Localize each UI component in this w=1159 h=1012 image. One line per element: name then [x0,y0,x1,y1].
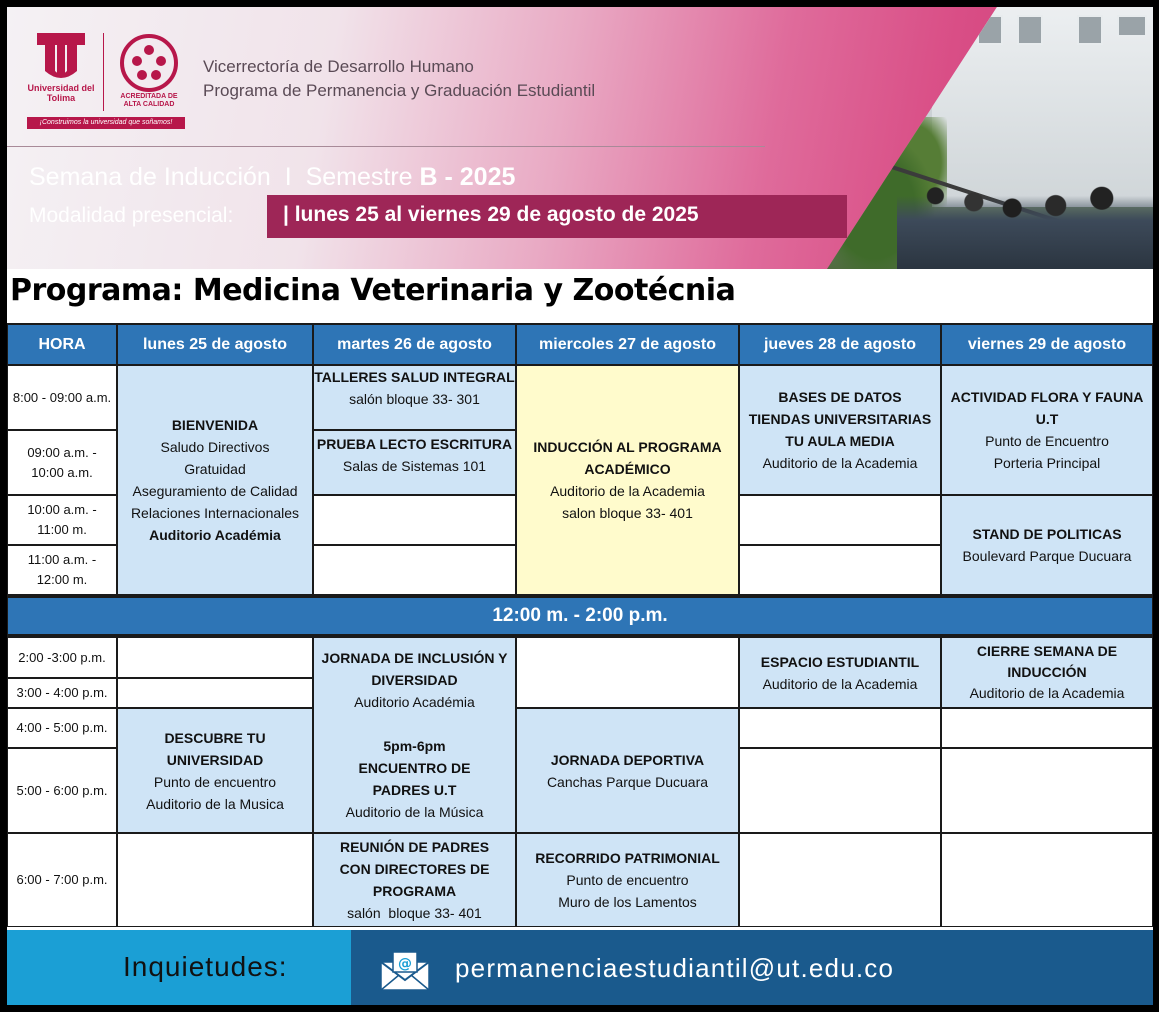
modality-label: Modalidad presencial: [29,204,234,227]
program-line: Programa de Permanencia y Graduación Estudiantil [203,81,596,100]
hour-cell: 5:00 - 6:00 p.m. [8,749,116,832]
header-hora: HORA [8,325,116,364]
footer-label: Inquietudes: [123,951,288,982]
contact-email-link[interactable]: permanenciaestudiantil@ut.edu.co [455,953,895,983]
event-bases-datos: BASES DE DATOS TIENDAS UNIVERSITARIAS TU AULA MEDIA Auditorio de la Academia [740,366,940,494]
hour-cell: 6:00 - 7:00 p.m. [8,834,116,926]
empty-slot [942,709,1152,747]
event-dates: | lunes 25 al viernes 29 de agosto de 2025 [283,203,699,226]
banner-divider [7,146,765,147]
empty-slot [740,709,940,747]
header-friday: viernes 29 de agosto [942,325,1152,364]
empty-slot [118,638,312,677]
event-stand-politicas: STAND DE POLITICAS Boulevard Parque Ducuara [942,496,1152,594]
hour-cell: 10:00 a.m. - 11:00 m. [8,496,116,544]
hour-cell: 8:00 - 09:00 a.m. [8,366,116,429]
university-name: Universidad del Tolima [27,83,95,103]
event-prueba-lecto: PRUEBA LECTO ESCRITURA Salas de Sistemas 101 [314,431,515,494]
event-reunion-padres: REUNIÓN DE PADRES CON DIRECTORES DE PROGRAMA salón bloque 33- 401 [314,834,515,926]
hour-cell: 3:00 - 4:00 p.m. [8,679,116,707]
hour-cell: 4:00 - 5:00 p.m. [8,709,116,747]
empty-slot [740,546,940,594]
hour-cell: 09:00 a.m. - 10:00 a.m. [8,431,116,494]
induction-week-title: Semana de Inducción I Semestre B - 2025 [29,163,516,191]
empty-slot [118,834,312,926]
empty-slot [740,749,940,832]
event-jornada-deportiva: JORNADA DEPORTIVA Canchas Parque Ducuara [517,709,738,832]
empty-slot [942,834,1152,926]
email-icon [379,950,431,992]
event-induccion-programa: INDUCCIÓN AL PROGRAMA ACADÉMICO Auditorio de la Academia salon bloque 33- 401 [517,366,738,594]
accreditation-seal-icon [119,33,179,93]
lunch-break: 12:00 m. - 2:00 p.m. [8,598,1152,634]
event-descubre-universidad: DESCUBRE TU UNIVERSIDAD Punto de encuentro Auditorio de la Musica [118,709,312,832]
university-slogan: ¡Construimos la universidad que soñamos! [27,117,185,129]
empty-slot [942,749,1152,832]
event-inclusion-diversidad: JORNADA DE INCLUSIÓN Y DIVERSIDAD Auditorio Académia 5pm-6pm ENCUENTRO DE PADRES U.T Auditorio de la Música [314,638,515,832]
svg-text:@: @ [398,956,412,972]
university-logo-icon [37,33,85,81]
banner [7,7,1153,269]
poster [7,7,1153,1005]
campus-photo [827,7,1153,269]
vicerrectoria-line: Vicerrectoría de Desarrollo Humano [203,57,474,76]
schedule-table [7,323,1153,927]
event-talleres: TALLERES SALUD INTEGRAL salón bloque 33- 301 [314,366,515,429]
header-tuesday: martes 26 de agosto [314,325,515,364]
logo-divider [103,33,104,111]
event-recorrido-patrimonial: RECORRIDO PATRIMONIAL Punto de encuentro Muro de los Lamentos [517,834,738,926]
event-espacio-estudiantil: ESPACIO ESTUDIANTIL Auditorio de la Academia [740,638,940,707]
empty-slot [314,496,515,544]
empty-slot [118,679,312,707]
event-bienvenida: BIENVENIDA Saludo Directivos Gratuidad Aseguramiento de Calidad Relaciones Internacionales Auditorio Académia [118,366,312,594]
empty-slot [740,496,940,544]
empty-slot [740,834,940,926]
hour-cell: 2:00 -3:00 p.m. [8,638,116,677]
event-flora-fauna: ACTIVIDAD FLORA Y FAUNA U.T Punto de Encuentro Porteria Principal [942,366,1152,494]
header-monday: lunes 25 de agosto [118,325,312,364]
header-thursday: jueves 28 de agosto [740,325,940,364]
hour-cell: 11:00 a.m. - 12:00 m. [8,546,116,594]
header-wednesday: miercoles 27 de agosto [517,325,738,364]
empty-slot [314,546,515,594]
program-title: Programa: Medicina Veterinaria y Zootécnia [10,273,736,308]
empty-slot [517,638,738,707]
accreditation-text: ACREDITADA DE ALTA CALIDAD [120,93,178,108]
event-cierre-semana: CIERRE SEMANA DE INDUCCIÓN Auditorio de la Academia [942,638,1152,707]
